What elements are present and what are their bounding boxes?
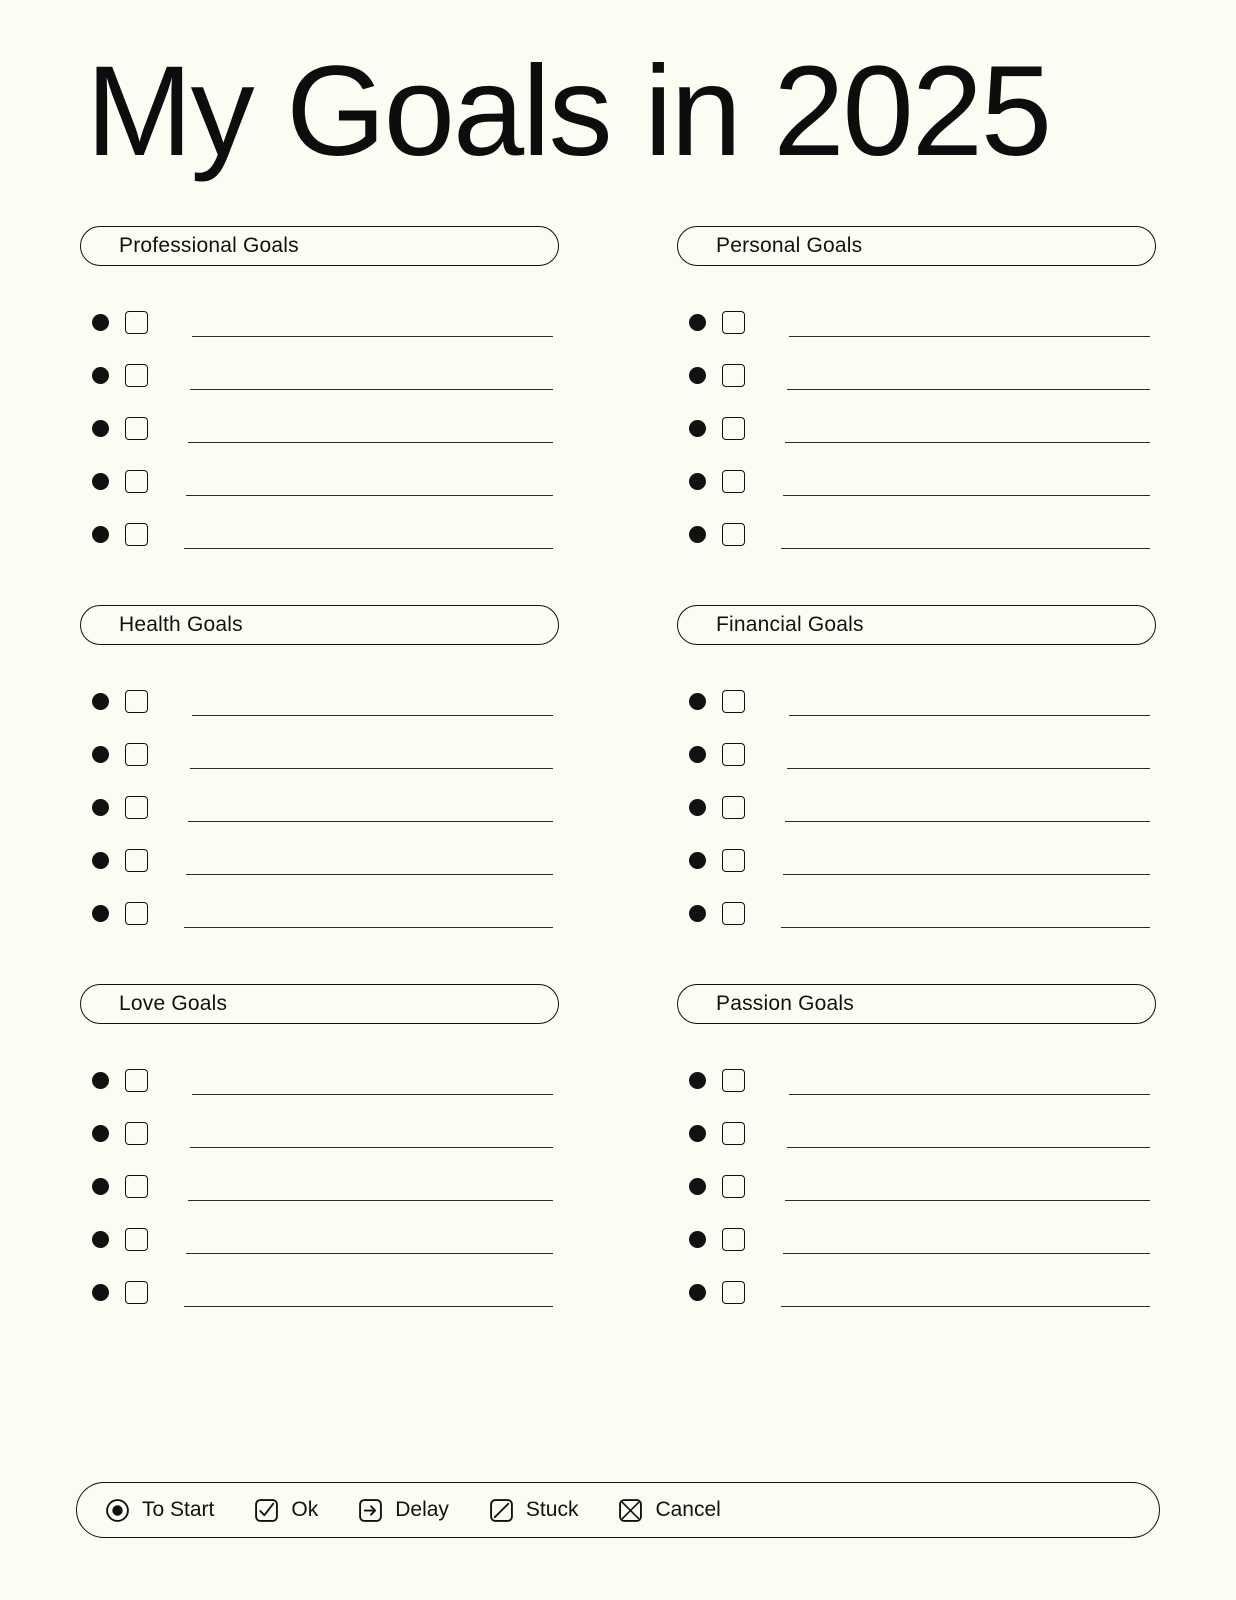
sections-grid [80,226,1156,1363]
status-dot-icon[interactable] [92,526,109,543]
goal-row[interactable] [80,1213,559,1266]
write-in-line[interactable] [188,821,553,822]
checkbox[interactable] [722,470,745,493]
checkbox[interactable] [125,796,148,819]
goal-row[interactable] [80,675,559,728]
write-in-line[interactable] [787,1147,1150,1148]
checkbox[interactable] [722,1122,745,1145]
goal-row[interactable] [80,1054,559,1107]
goal-row[interactable] [677,728,1156,781]
checkbox[interactable] [125,1281,148,1304]
section-passion [677,984,1156,1363]
checkbox[interactable] [722,417,745,440]
goal-row[interactable] [677,834,1156,887]
write-in-line[interactable] [783,874,1150,875]
section-header-personal [677,226,1156,266]
section-title: Love Goals [119,992,228,1015]
write-in-line[interactable] [789,1094,1150,1095]
goal-row[interactable] [677,455,1156,508]
legend-label: Delay [395,1498,449,1521]
goal-row[interactable] [80,1160,559,1213]
status-dot-icon[interactable] [92,693,109,710]
goal-row[interactable] [677,675,1156,728]
section-header-financial [677,605,1156,645]
write-in-line[interactable] [192,336,553,337]
write-in-line[interactable] [188,1200,553,1201]
legend-item-cancel[interactable] [618,1498,720,1523]
checkbox[interactable] [722,1228,745,1251]
checkbox[interactable] [722,364,745,387]
status-dot-icon[interactable] [689,852,706,869]
write-in-line[interactable] [781,1306,1150,1307]
cross-box-icon [618,1498,643,1523]
goal-rows-health [80,675,559,940]
goal-row[interactable] [677,296,1156,349]
legend-label: Ok [291,1498,319,1521]
legend-item-delay[interactable] [358,1498,449,1523]
goal-rows-personal [677,296,1156,561]
write-in-line[interactable] [186,1253,553,1254]
legend-label: Stuck [525,1498,579,1521]
goal-row[interactable] [80,834,559,887]
status-legend [76,1482,1160,1538]
section-header-love [80,984,559,1024]
checkbox[interactable] [722,311,745,334]
status-dot-icon[interactable] [689,420,706,437]
legend-label: To Start [142,1498,215,1521]
checkbox[interactable] [125,1228,148,1251]
section-header-professional [80,226,559,266]
write-in-line[interactable] [184,1306,553,1307]
legend-item-to-start[interactable] [105,1498,214,1523]
goal-row[interactable] [677,508,1156,561]
section-title: Health Goals [119,613,243,636]
slash-box-icon [489,1498,514,1523]
write-in-line[interactable] [785,1200,1150,1201]
write-in-line[interactable] [781,548,1150,549]
status-dot-icon[interactable] [92,852,109,869]
status-dot-icon[interactable] [92,473,109,490]
goal-row[interactable] [677,1266,1156,1319]
checkbox[interactable] [125,470,148,493]
section-professional [80,226,559,605]
status-dot-icon[interactable] [92,1125,109,1142]
checkbox[interactable] [722,1281,745,1304]
goal-row[interactable] [80,1107,559,1160]
goal-row[interactable] [677,1213,1156,1266]
status-dot-icon[interactable] [92,746,109,763]
checkbox[interactable] [125,311,148,334]
status-dot-icon[interactable] [689,746,706,763]
goal-row[interactable] [80,349,559,402]
goal-row[interactable] [80,455,559,508]
page-title: My Goals in 2025 [86,40,1051,183]
status-dot-icon[interactable] [689,905,706,922]
write-in-line[interactable] [781,927,1150,928]
checkbox[interactable] [125,523,148,546]
checkbox[interactable] [125,364,148,387]
goal-row[interactable] [80,781,559,834]
goal-row[interactable] [677,402,1156,455]
section-health [80,605,559,984]
check-box-icon [254,1498,279,1523]
filled-circle-in-ring-icon [105,1498,130,1523]
checkbox[interactable] [125,1069,148,1092]
legend-label: Cancel [655,1498,721,1521]
section-love [80,984,559,1363]
write-in-line[interactable] [785,442,1150,443]
checkbox[interactable] [125,902,148,925]
write-in-line[interactable] [783,1253,1150,1254]
checkbox[interactable] [125,743,148,766]
status-dot-icon[interactable] [92,367,109,384]
section-financial [677,605,1156,984]
status-dot-icon[interactable] [689,314,706,331]
section-header-health [80,605,559,645]
write-in-line[interactable] [192,1094,553,1095]
status-dot-icon[interactable] [689,1284,706,1301]
goal-row[interactable] [677,1107,1156,1160]
write-in-line[interactable] [186,874,553,875]
status-dot-icon[interactable] [92,1231,109,1248]
status-dot-icon[interactable] [92,799,109,816]
write-in-line[interactable] [789,336,1150,337]
status-dot-icon[interactable] [689,473,706,490]
status-dot-icon[interactable] [689,1231,706,1248]
write-in-line[interactable] [190,768,553,769]
write-in-line[interactable] [184,548,553,549]
section-personal [677,226,1156,605]
write-in-line[interactable] [192,715,553,716]
status-dot-icon[interactable] [689,1125,706,1142]
goal-rows-love [80,1054,559,1319]
goal-row[interactable] [80,1266,559,1319]
write-in-line[interactable] [785,821,1150,822]
status-dot-icon[interactable] [92,905,109,922]
checkbox[interactable] [125,690,148,713]
write-in-line[interactable] [787,389,1150,390]
goal-row[interactable] [677,349,1156,402]
status-dot-icon[interactable] [92,1072,109,1089]
status-dot-icon[interactable] [689,526,706,543]
legend-item-ok[interactable] [254,1498,318,1523]
write-in-line[interactable] [190,389,553,390]
goal-row[interactable] [80,402,559,455]
goal-row[interactable] [80,887,559,940]
section-title: Personal Goals [716,234,863,257]
goal-row[interactable] [677,781,1156,834]
checkbox[interactable] [722,1069,745,1092]
section-title: Professional Goals [119,234,299,257]
status-dot-icon[interactable] [92,1284,109,1301]
write-in-line[interactable] [789,715,1150,716]
checkbox[interactable] [722,690,745,713]
checkbox[interactable] [722,523,745,546]
goal-rows-professional [80,296,559,561]
status-dot-icon[interactable] [689,1178,706,1195]
status-dot-icon[interactable] [689,693,706,710]
write-in-line[interactable] [787,768,1150,769]
status-dot-icon[interactable] [92,314,109,331]
checkbox[interactable] [722,1175,745,1198]
write-in-line[interactable] [783,495,1150,496]
checkbox[interactable] [722,796,745,819]
write-in-line[interactable] [184,927,553,928]
goal-row[interactable] [80,508,559,561]
write-in-line[interactable] [190,1147,553,1148]
goal-row[interactable] [80,296,559,349]
legend-item-stuck[interactable] [489,1498,579,1523]
checkbox[interactable] [125,417,148,440]
status-dot-icon[interactable] [689,367,706,384]
section-title: Passion Goals [716,992,855,1015]
status-dot-icon[interactable] [92,420,109,437]
section-title: Financial Goals [716,613,864,636]
write-in-line[interactable] [186,495,553,496]
checkbox[interactable] [125,1175,148,1198]
status-dot-icon[interactable] [92,1178,109,1195]
goal-row[interactable] [80,728,559,781]
goal-rows-passion [677,1054,1156,1319]
checkbox[interactable] [722,743,745,766]
goal-row[interactable] [677,1054,1156,1107]
goal-rows-financial [677,675,1156,940]
status-dot-icon[interactable] [689,799,706,816]
checkbox[interactable] [722,849,745,872]
checkbox[interactable] [125,849,148,872]
checkbox[interactable] [722,902,745,925]
goal-row[interactable] [677,887,1156,940]
checkbox[interactable] [125,1122,148,1145]
status-dot-icon[interactable] [689,1072,706,1089]
write-in-line[interactable] [188,442,553,443]
goal-row[interactable] [677,1160,1156,1213]
section-header-passion [677,984,1156,1024]
arrow-right-box-icon [358,1498,383,1523]
